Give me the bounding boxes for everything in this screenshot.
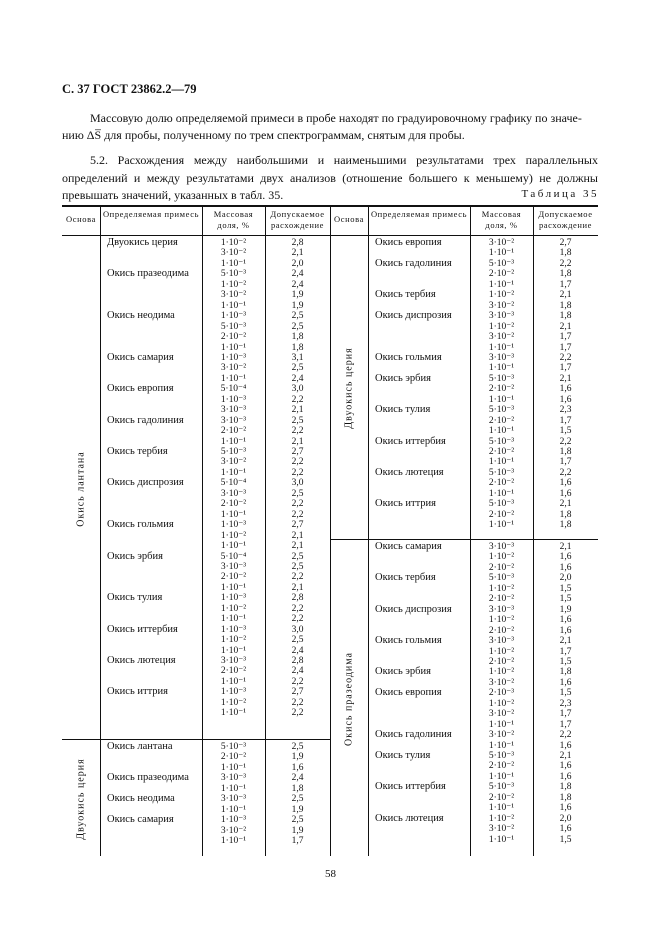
mass-fraction-value: 1·10⁻¹ <box>220 373 247 384</box>
mass-fraction-value: 5·10⁻³ <box>220 321 247 332</box>
mass-fraction-value: 3·10⁻³ <box>488 636 515 647</box>
mass-fraction-value: 5·10⁻³ <box>488 258 515 269</box>
tolerance-value: 2,2 <box>559 436 572 447</box>
tolerance-value: 1,6 <box>559 771 572 782</box>
mass-fraction-value: 1·10⁻³ <box>220 311 247 322</box>
mass-fraction-value: 2·10⁻² <box>488 594 515 605</box>
impurity-name: Окись самария <box>375 541 442 552</box>
tolerance-value: 2,4 <box>291 269 304 280</box>
paragraph-2: 5.2. Расхождения между наибольшими и наименьшими результатами трех параллельных определений и между результатами двух анализов (отношение большего к меньшему) не должны превышать значений, указанных в табл. 35. <box>62 153 598 202</box>
mass-fraction-value: 5·10⁻³ <box>488 573 515 584</box>
mass-fraction-value: 1·10⁻¹ <box>220 614 247 625</box>
col-header-base-left: Основа <box>66 214 96 224</box>
mass-fraction-value: 1·10⁻¹ <box>488 803 515 814</box>
tolerance-value: 1,6 <box>559 384 572 395</box>
impurity-name: Окись тулия <box>107 592 163 604</box>
tolerance-value: 1,8 <box>559 520 572 531</box>
tolerance-value: 2,5 <box>291 311 304 322</box>
mass-fraction-value: 1·10⁻¹ <box>220 258 247 269</box>
mass-fraction-value: 1·10⁻¹ <box>220 762 247 773</box>
impurity-name: Окись гадолиния <box>107 414 184 426</box>
tolerance-value: 2,1 <box>291 248 304 259</box>
mass-fraction-value: 5·10⁻³ <box>220 269 247 280</box>
mass-fraction-value: 1·10⁻¹ <box>488 248 515 259</box>
col-header-base-right: Основа <box>334 214 364 224</box>
mass-fraction-value: 3·10⁻³ <box>220 773 247 784</box>
tolerance-value: 1,8 <box>559 509 572 520</box>
col-header-fraction-left: Массовая доля, % <box>213 209 254 230</box>
impurity-name: Окись самария <box>107 351 174 363</box>
tolerance-value: 2,1 <box>559 290 572 301</box>
tolerance-value: 2,2 <box>291 603 304 614</box>
group-separator <box>62 739 330 740</box>
tolerance-value: 2,8 <box>291 238 304 248</box>
column-rule <box>368 205 369 856</box>
mass-fraction-value: 3·10⁻² <box>220 363 247 374</box>
mass-fraction-value: 3·10⁻² <box>488 300 515 311</box>
tolerance-value: 2,5 <box>291 488 304 499</box>
mass-fraction-value: 1·10⁻³ <box>220 520 247 531</box>
mass-fraction-value: 5·10⁻³ <box>488 467 515 478</box>
tolerance-value: 2,7 <box>291 447 304 457</box>
tolerance-value: 1,8 <box>559 782 572 793</box>
mass-fraction-value: 3·10⁻³ <box>220 656 247 666</box>
tolerance-value: 2,2 <box>291 697 304 708</box>
mass-fraction-value: 5·10⁻⁴ <box>220 478 247 489</box>
tolerance-value: 1,6 <box>559 552 572 563</box>
mass-fraction-value: 2·10⁻² <box>488 761 515 772</box>
tolerance-value: 2,1 <box>291 541 304 552</box>
tolerance-value: 1,6 <box>559 615 572 626</box>
tolerance-value: 1,6 <box>559 394 572 405</box>
mass-fraction-value: 3·10⁻³ <box>220 561 247 572</box>
tolerance-value: 2,1 <box>291 530 304 541</box>
tolerance-value: 2,5 <box>291 815 304 826</box>
tolerance-value: 1,6 <box>559 740 572 751</box>
mass-fraction-value: 1·10⁻¹ <box>220 804 247 815</box>
mass-fraction-value: 2·10⁻² <box>488 562 515 573</box>
impurity-name: Окись гольмия <box>107 519 174 531</box>
tolerance-value: 1,6 <box>559 824 572 835</box>
tolerance-value: 1,5 <box>559 656 572 667</box>
tolerance-value: 2,0 <box>291 258 304 269</box>
tolerance-value: 2,5 <box>291 363 304 374</box>
mass-fraction-value: 1·10⁻¹ <box>220 582 247 593</box>
impurity-name: Окись тулия <box>375 404 431 416</box>
impurity-name: Окись неодима <box>107 793 175 805</box>
impurity-name: Окись диспрозия <box>375 310 452 322</box>
mass-fraction-value: 3·10⁻² <box>488 332 515 343</box>
mass-fraction-value: 5·10⁻³ <box>488 373 515 384</box>
mass-fraction-value: 1·10⁻² <box>488 646 515 657</box>
tolerance-value: 1,7 <box>559 709 572 720</box>
tolerance-value: 1,8 <box>559 311 572 322</box>
mass-fraction-value: 3·10⁻² <box>220 457 247 468</box>
impurity-name: Окись гадолиния <box>375 729 452 741</box>
mass-fraction-value: 1·10⁻¹ <box>220 541 247 552</box>
tolerance-value: 2,1 <box>559 373 572 384</box>
mass-fraction-value: 3·10⁻² <box>488 677 515 688</box>
tolerance-value: 2,2 <box>559 467 572 478</box>
mass-fraction-value: 1·10⁻¹ <box>488 488 515 499</box>
col-header-fraction-right: Массовая доля, % <box>481 209 522 230</box>
tolerance-value: 1,9 <box>291 825 304 836</box>
paragraph-1b: нию ΔS̅ для пробы, полученному по трем спектрограммам, снятым для пробы. <box>62 128 465 142</box>
tolerance-value: 2,8 <box>291 593 304 604</box>
tolerance-value: 2,1 <box>291 405 304 416</box>
mass-fraction-value: 1·10⁻¹ <box>220 300 247 311</box>
impurity-name: Окись лютеция <box>107 655 176 666</box>
tolerance-value: 1,8 <box>291 332 304 343</box>
mass-fraction-value: 1·10⁻¹ <box>488 457 515 468</box>
tolerance-value: 1,9 <box>559 604 572 615</box>
mass-fraction-value: 3·10⁻³ <box>220 794 247 805</box>
mass-fraction-value: 2·10⁻² <box>488 509 515 520</box>
impurity-name: Окись эрбия <box>107 550 163 562</box>
mass-fraction-value: 1·10⁻² <box>488 698 515 709</box>
tolerance-value: 2,5 <box>291 742 304 752</box>
impurity-name: Окись самария <box>107 814 174 826</box>
mass-fraction-value: 1·10⁻¹ <box>488 719 515 730</box>
impurity-name: Окись европия <box>375 687 442 699</box>
tolerance-value: 1,6 <box>559 625 572 636</box>
tolerance-value: 1,8 <box>559 269 572 280</box>
tolerance-value: 3,1 <box>291 352 304 363</box>
mass-fraction-value: 2·10⁻² <box>220 499 247 510</box>
tolerance-value: 1,8 <box>559 447 572 457</box>
tolerance-value: 1,6 <box>559 803 572 814</box>
base-label: Окись празеодима <box>343 652 355 746</box>
tolerance-value: 2,1 <box>559 321 572 332</box>
mass-fraction-value: 1·10⁻² <box>220 635 247 646</box>
mass-fraction-value: 2·10⁻² <box>488 269 515 280</box>
tolerance-value: 2,4 <box>291 279 304 290</box>
tolerance-value: 2,2 <box>559 352 572 363</box>
tolerance-value: 2,5 <box>291 321 304 332</box>
col-header-tolerance-left: Допускаемое расхождение <box>270 209 325 230</box>
tolerance-value: 1,5 <box>559 594 572 605</box>
impurity-name: Окись празеодима <box>107 772 189 784</box>
tolerance-value: 1,6 <box>559 562 572 573</box>
mass-fraction-value: 1·10⁻² <box>220 279 247 290</box>
tolerance-value: 2,4 <box>291 666 304 677</box>
tolerance-value: 2,1 <box>559 499 572 510</box>
tolerance-value: 1,8 <box>559 248 572 259</box>
mass-fraction-value: 2·10⁻² <box>488 792 515 803</box>
impurity-name: Окись диспрозия <box>107 477 184 489</box>
mass-fraction-value: 1·10⁻² <box>488 552 515 563</box>
mass-fraction-value: 5·10⁻³ <box>488 499 515 510</box>
impurity-name: Окись тербия <box>107 446 168 457</box>
mass-fraction-value: 2·10⁻³ <box>488 688 515 699</box>
page-header: С. 37 ГОСТ 23862.2—79 <box>62 82 197 96</box>
mass-fraction-value: 1·10⁻³ <box>220 624 247 635</box>
mass-fraction-value: 2·10⁻² <box>488 478 515 489</box>
tolerance-value: 1,6 <box>559 488 572 499</box>
mass-fraction-value: 3·10⁻² <box>488 730 515 741</box>
impurity-name: Окись иттербия <box>375 781 446 793</box>
column-rule <box>100 205 101 856</box>
tolerance-value: 1,7 <box>291 836 304 847</box>
impurity-name: Окись празеодима <box>107 268 189 280</box>
tolerance-value: 2,1 <box>559 542 572 552</box>
mass-fraction-value: 2·10⁻² <box>488 384 515 395</box>
mass-fraction-value: 1·10⁻¹ <box>488 771 515 782</box>
mass-fraction-value: 2·10⁻² <box>488 625 515 636</box>
base-label: Окись лантана <box>75 450 87 527</box>
impurity-name: Окись иттербия <box>375 435 446 447</box>
tolerance-value: 2,8 <box>291 656 304 666</box>
mass-fraction-value: 1·10⁻¹ <box>220 509 247 520</box>
impurity-name: Окись лютеция <box>375 812 444 824</box>
mass-fraction-value: 1·10⁻¹ <box>220 836 247 847</box>
impurity-name: Окись тербия <box>375 572 436 584</box>
tolerance-value: 1,6 <box>559 677 572 688</box>
base-label: Двуокись церия <box>343 347 355 429</box>
tolerance-value: 1,9 <box>291 290 304 301</box>
tolerance-value: 1,6 <box>559 478 572 489</box>
mass-fraction-value: 2·10⁻² <box>488 447 515 457</box>
tolerance-value: 1,6 <box>559 761 572 772</box>
mass-fraction-value: 5·10⁻⁴ <box>220 551 247 562</box>
mass-fraction-value: 1·10⁻² <box>220 238 247 248</box>
tolerance-value: 2,7 <box>559 238 572 248</box>
mass-fraction-value: 1·10⁻¹ <box>220 436 247 447</box>
mass-fraction-value: 5·10⁻³ <box>488 751 515 761</box>
col-header-impurity-left: Определяемая примесь <box>102 209 200 219</box>
impurity-name: Окись европия <box>375 237 442 248</box>
mass-fraction-value: 2·10⁻² <box>220 752 247 763</box>
tolerance-value: 2,3 <box>559 698 572 709</box>
tolerance-value: 2,2 <box>291 426 304 437</box>
tolerance-value: 1,7 <box>559 279 572 290</box>
tolerance-value: 1,5 <box>559 834 572 845</box>
mass-fraction-value: 2·10⁻² <box>220 332 247 343</box>
data-table <box>62 205 598 856</box>
impurity-name: Окись гадолиния <box>375 257 452 269</box>
tolerance-value: 1,7 <box>559 719 572 730</box>
mass-fraction-value: 1·10⁻¹ <box>488 363 515 374</box>
base-label: Двуокись церия <box>75 758 87 840</box>
mass-fraction-value: 5·10⁻³ <box>488 782 515 793</box>
tolerance-value: 1,5 <box>559 583 572 594</box>
mass-fraction-value: 3·10⁻³ <box>220 488 247 499</box>
mass-fraction-value: 1·10⁻³ <box>220 815 247 826</box>
tolerance-value: 2,0 <box>559 813 572 824</box>
impurity-name: Окись лютеция <box>375 466 444 478</box>
tolerance-value: 3,0 <box>291 478 304 489</box>
tolerance-value: 2,2 <box>291 394 304 405</box>
tolerance-value: 1,8 <box>291 342 304 353</box>
tolerance-value: 1,7 <box>559 646 572 657</box>
mass-fraction-value: 1·10⁻³ <box>220 593 247 604</box>
mass-fraction-value: 1·10⁻² <box>220 697 247 708</box>
tolerance-value: 2,2 <box>291 676 304 687</box>
tolerance-value: 2,5 <box>291 551 304 562</box>
tolerance-value: 2,2 <box>291 708 304 719</box>
tolerance-value: 2,1 <box>559 636 572 647</box>
mass-fraction-value: 1·10⁻² <box>488 290 515 301</box>
mass-fraction-value: 1·10⁻¹ <box>220 467 247 478</box>
tolerance-value: 3,0 <box>291 624 304 635</box>
mass-fraction-value: 1·10⁻² <box>488 583 515 594</box>
mass-fraction-value: 5·10⁻³ <box>488 405 515 416</box>
tolerance-value: 3,0 <box>291 384 304 395</box>
impurity-name: Окись лантана <box>107 741 173 752</box>
tolerance-value: 1,5 <box>559 426 572 437</box>
impurity-name: Окись иттрия <box>107 686 169 698</box>
paragraph-1a: Массовую долю определяемой примеси в пробе находят по градуировочному графику по значе- <box>90 111 582 125</box>
mass-fraction-value: 1·10⁻³ <box>220 352 247 363</box>
impurity-name: Окись гольмия <box>375 351 442 363</box>
mass-fraction-value: 5·10⁻³ <box>220 742 247 752</box>
impurity-name: Окись эрбия <box>375 666 431 678</box>
tolerance-value: 2,2 <box>559 258 572 269</box>
table-caption: Таблица 35 <box>521 188 599 200</box>
mass-fraction-value: 1·10⁻³ <box>220 687 247 698</box>
tolerance-value: 1,5 <box>559 688 572 699</box>
tolerance-value: 1,9 <box>291 804 304 815</box>
impurity-name: Окись гольмия <box>375 635 442 647</box>
mass-fraction-value: 1·10⁻¹ <box>488 426 515 437</box>
mass-fraction-value: 3·10⁻³ <box>488 542 515 552</box>
tolerance-value: 2,1 <box>291 582 304 593</box>
mass-fraction-value: 1·10⁻² <box>488 321 515 332</box>
mass-fraction-value: 3·10⁻² <box>488 709 515 720</box>
mass-fraction-value: 3·10⁻² <box>220 290 247 301</box>
tolerance-value: 2,7 <box>291 520 304 531</box>
mass-fraction-value: 1·10⁻¹ <box>220 676 247 687</box>
mass-fraction-value: 3·10⁻² <box>220 248 247 259</box>
tolerance-value: 2,2 <box>291 572 304 583</box>
tolerance-value: 1,7 <box>559 342 572 353</box>
impurity-name: Окись эрбия <box>375 372 431 384</box>
page-number: 58 <box>325 868 336 880</box>
tolerance-value: 2,2 <box>291 467 304 478</box>
mass-fraction-value: 3·10⁻³ <box>488 352 515 363</box>
tolerance-value: 1,6 <box>291 762 304 773</box>
mass-fraction-value: 1·10⁻² <box>220 603 247 614</box>
tolerance-value: 1,9 <box>291 752 304 763</box>
impurity-name: Окись тулия <box>375 750 431 761</box>
tolerance-value: 2,5 <box>291 635 304 646</box>
tolerance-value: 1,7 <box>559 415 572 426</box>
mass-fraction-value: 3·10⁻³ <box>488 311 515 322</box>
mass-fraction-value: 1·10⁻¹ <box>220 645 247 656</box>
tolerance-value: 1,8 <box>559 300 572 311</box>
impurity-name: Окись европия <box>107 383 174 395</box>
tolerance-value: 2,2 <box>291 457 304 468</box>
tolerance-value: 2,5 <box>291 415 304 426</box>
mass-fraction-value: 3·10⁻² <box>488 238 515 248</box>
tolerance-value: 2,4 <box>291 373 304 384</box>
mass-fraction-value: 1·10⁻³ <box>220 394 247 405</box>
mass-fraction-value: 1·10⁻¹ <box>488 520 515 531</box>
tolerance-value: 2,2 <box>559 730 572 741</box>
tolerance-value: 2,2 <box>291 509 304 520</box>
mass-fraction-value: 3·10⁻³ <box>488 604 515 615</box>
tolerance-value: 1,7 <box>559 457 572 468</box>
mass-fraction-value: 2·10⁻² <box>488 656 515 667</box>
impurity-name: Двуокись церия <box>107 237 178 248</box>
impurity-name: Окись иттрия <box>375 498 437 510</box>
mass-fraction-value: 1·10⁻² <box>488 667 515 678</box>
mass-fraction-value: 3·10⁻³ <box>220 405 247 416</box>
tolerance-value: 2,1 <box>291 436 304 447</box>
mass-fraction-value: 1·10⁻¹ <box>220 783 247 794</box>
mass-fraction-value: 3·10⁻² <box>488 824 515 835</box>
tolerance-value: 2,1 <box>559 751 572 761</box>
mass-fraction-value: 5·10⁻³ <box>488 436 515 447</box>
mass-fraction-value: 1·10⁻¹ <box>488 834 515 845</box>
tolerance-value: 1,9 <box>291 300 304 311</box>
tolerance-value: 2,2 <box>291 499 304 510</box>
mass-fraction-value: 2·10⁻² <box>220 666 247 677</box>
mass-fraction-value: 1·10⁻¹ <box>220 708 247 719</box>
tolerance-value: 1,8 <box>559 792 572 803</box>
tolerance-value: 2,5 <box>291 794 304 805</box>
mass-fraction-value: 1·10⁻¹ <box>488 394 515 405</box>
col-header-tolerance-right: Допускаемое расхождение <box>538 209 593 230</box>
tolerance-value: 2,7 <box>291 687 304 698</box>
col-header-impurity-right: Определяемая примесь <box>370 209 468 219</box>
mass-fraction-value: 3·10⁻³ <box>220 415 247 426</box>
mass-fraction-value: 1·10⁻¹ <box>488 342 515 353</box>
mass-fraction-value: 5·10⁻³ <box>220 447 247 457</box>
mass-fraction-value: 1·10⁻¹ <box>488 740 515 751</box>
mass-fraction-value: 1·10⁻² <box>220 530 247 541</box>
mass-fraction-value: 1·10⁻¹ <box>220 342 247 353</box>
impurity-name: Окись тербия <box>375 289 436 301</box>
tolerance-value: 1,8 <box>559 667 572 678</box>
tolerance-value: 2,2 <box>291 614 304 625</box>
tolerance-value: 2,5 <box>291 561 304 572</box>
tolerance-value: 1,7 <box>559 332 572 343</box>
impurity-name: Окись иттербия <box>107 623 178 635</box>
column-rule-center <box>330 205 331 856</box>
group-separator <box>330 539 598 540</box>
mass-fraction-value: 1·10⁻² <box>488 615 515 626</box>
mass-fraction-value: 1·10⁻¹ <box>488 279 515 290</box>
tolerance-value: 1,8 <box>291 783 304 794</box>
tolerance-value: 2,0 <box>559 573 572 584</box>
impurity-name: Окись неодима <box>107 310 175 322</box>
mass-fraction-value: 2·10⁻² <box>488 415 515 426</box>
tolerance-value: 2,4 <box>291 645 304 656</box>
tolerance-value: 2,3 <box>559 405 572 416</box>
impurity-name: Окись диспрозия <box>375 603 452 615</box>
mass-fraction-value: 2·10⁻² <box>220 572 247 583</box>
mass-fraction-value: 5·10⁻⁴ <box>220 384 247 395</box>
tolerance-value: 2,4 <box>291 773 304 784</box>
tolerance-value: 1,7 <box>559 363 572 374</box>
mass-fraction-value: 3·10⁻² <box>220 825 247 836</box>
mass-fraction-value: 2·10⁻² <box>220 426 247 437</box>
mass-fraction-value: 1·10⁻² <box>488 813 515 824</box>
